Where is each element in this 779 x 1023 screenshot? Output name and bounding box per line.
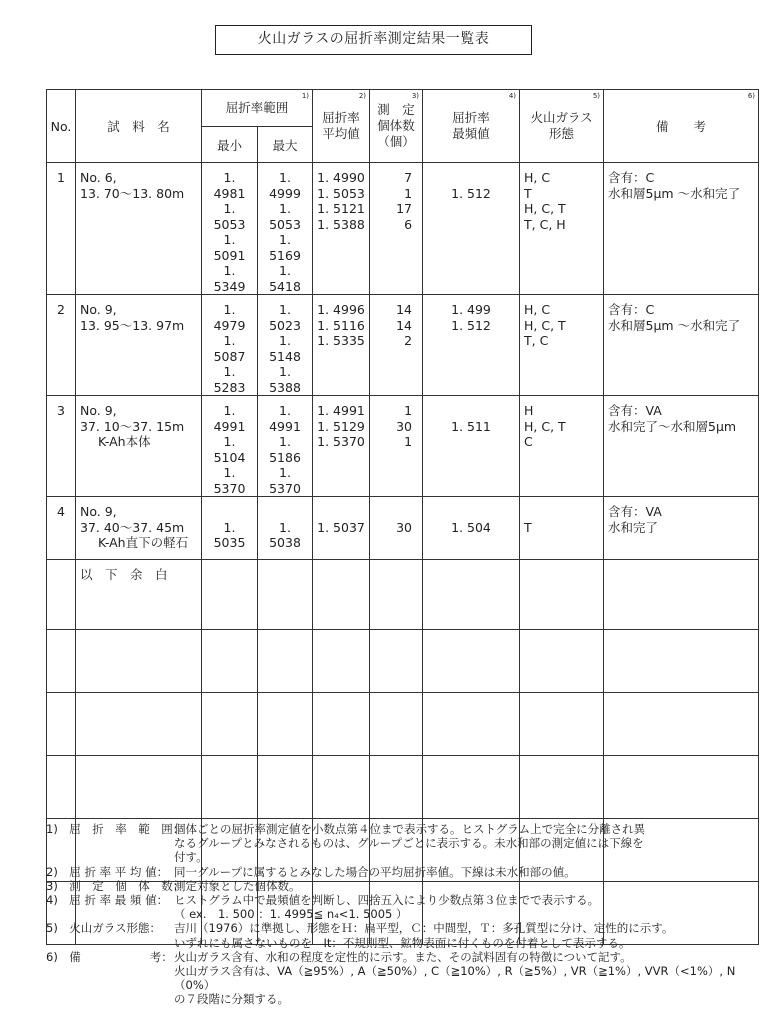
footnote-ref: 1): [301, 92, 310, 100]
note-text: 個体ごとの屈折率測定値を小数点第４位まで表示する。ヒストグラム上で完全に分離され異: [174, 822, 646, 836]
empty-cell: [258, 756, 313, 819]
ri-min: [202, 295, 258, 396]
note-text: （ ex. 1. 500 ：1. 4995≦ n₄<1. 5005 ）: [174, 907, 408, 922]
row-no: 4: [47, 497, 76, 560]
ri-mode-value: [427, 403, 515, 419]
remarks: [604, 497, 759, 560]
remarks-value: 含有：C: [608, 302, 655, 317]
remarks-value: 含有：C: [608, 170, 655, 185]
header-ri-min: 最小: [202, 127, 258, 163]
page-title: 火山ガラスの屈折率測定結果一覧表: [215, 25, 532, 55]
remarks: [604, 396, 759, 497]
glass-shape-value: T: [524, 185, 532, 201]
count-value: 6: [404, 216, 413, 232]
ri-avg: [313, 497, 370, 560]
header-count-line3: （個）: [377, 134, 415, 149]
header-ri-max: 最大: [258, 127, 313, 163]
ri-max-value: 1. 5053: [269, 201, 301, 232]
empty-cell: [258, 630, 313, 693]
ri-avg-value: 1. 5370: [317, 434, 365, 449]
table-row: [47, 163, 759, 295]
header-remarks: [604, 90, 759, 163]
ri-avg-value: 1. 5053: [317, 185, 365, 201]
remarks-value: 水和完了～水和層5μm: [608, 418, 737, 434]
glass-shape: [520, 497, 604, 560]
header-ri-avg: [313, 90, 370, 163]
ri-max-value: [262, 504, 308, 520]
note-key: 5) 火山ガラス形態：: [46, 921, 161, 936]
count-value: 14: [396, 317, 413, 333]
sample-sub: K-Ah本体: [98, 434, 151, 449]
ri-min-value: 1. 5283: [213, 364, 246, 395]
glass-shape-value: T, C, H: [524, 216, 566, 232]
note-key: 3) 測 定 個 体 数：: [46, 878, 185, 893]
count: [370, 396, 423, 497]
count-value: 2: [404, 333, 413, 348]
glass-shape-value: H, C, T: [524, 418, 566, 434]
header-ri-range-label: 屈折率範囲: [225, 100, 289, 115]
empty-cell: [604, 630, 759, 693]
footnote-ref: 4): [508, 92, 517, 100]
table-row: [47, 396, 759, 497]
remarks-value: 含有：VA: [608, 403, 662, 418]
empty-cell: [423, 630, 520, 693]
ri-avg-value: 1. 4991: [317, 403, 365, 418]
count-value: 14: [396, 302, 413, 317]
ri-mode-value: [427, 434, 515, 450]
sample-line: 37. 10～37. 15m: [80, 418, 185, 434]
note-key: 2) 屈 折 率 平 均 値：: [46, 864, 169, 879]
header-glass-line1: 火山ガラス: [530, 110, 593, 125]
empty-cell: [520, 756, 604, 819]
empty-cell: [520, 693, 604, 756]
footnote-ref: 6): [747, 92, 756, 100]
glass-shape-value: H, C, T: [524, 201, 566, 216]
ri-min-value: 1. 4981: [213, 170, 246, 201]
ri-mode: [423, 295, 520, 396]
ri-avg-value: 1. 5037: [317, 519, 365, 535]
note-text: ヒストグラム中で最頻値を判断し、四捨五入により少数点第３位までで表示する。: [174, 893, 600, 908]
ri-min: [202, 497, 258, 560]
empty-cell: [313, 756, 370, 819]
note-text: 火山ガラス含有は、VA（≧95%）, A（≧50%）, C（≧10%）, R（≧5%）, VR（≧1%）, VVR（<1%）, N（0%）: [174, 964, 736, 993]
footnote-ref: 5): [592, 92, 601, 100]
count: [370, 163, 423, 295]
count-value: 30: [396, 418, 413, 434]
note-key: 4) 屈 折 率 最 頻 値：: [46, 893, 169, 908]
note-text: 火山ガラス含有、水和の程度を定性的に示す。また、その試料固有の特徴について記す。: [174, 949, 632, 964]
ri-mode-value: 1. 504: [451, 519, 491, 535]
empty-row: [47, 693, 759, 756]
row-no: 1: [47, 163, 76, 295]
count-value: 1: [404, 434, 413, 449]
empty-cell: [202, 560, 258, 630]
ri-max-value: 1. 5023: [269, 302, 301, 333]
empty-cell: [76, 693, 202, 756]
ri-min-value: 1. 5349: [213, 263, 246, 294]
empty-cell: [258, 560, 313, 630]
empty-row: [47, 630, 759, 693]
sample-line: No. 9,: [80, 504, 117, 519]
ri-max-value: 1. 5388: [269, 364, 301, 395]
sample-line: No. 9,: [80, 403, 117, 418]
empty-cell: [423, 560, 520, 630]
ri-min-value: 1. 4979: [213, 302, 246, 333]
footnote-ref: 2): [358, 92, 367, 100]
note-key: 6) 備 考：: [46, 949, 173, 964]
ri-avg-value: 1. 5121: [317, 201, 365, 216]
sample-name: [76, 295, 202, 396]
empty-cell: [47, 693, 76, 756]
glass-shape-value: H: [524, 403, 534, 418]
header-sample: 試 料 名: [76, 90, 202, 163]
empty-row: [47, 756, 759, 819]
empty-cell: [47, 560, 76, 630]
ri-max-value: 1. 5418: [269, 263, 301, 294]
ri-mode-value: 1. 511: [451, 418, 491, 434]
footnote-ref: 3): [411, 92, 420, 100]
note-text: 付す。: [174, 850, 208, 865]
header-glass-line2: 形態: [549, 126, 575, 141]
header-ri-mode: [423, 90, 520, 163]
count: [370, 295, 423, 396]
empty-cell: [604, 693, 759, 756]
remarks-value: 水和完了: [608, 519, 659, 535]
ri-mode-value: 1. 512: [451, 317, 491, 333]
ri-max-value: 1. 5148: [269, 333, 301, 364]
count-value: 30: [396, 519, 413, 535]
glass-shape-value: H, C: [524, 170, 551, 185]
glass-shape-value: C: [524, 434, 533, 449]
footnotes: [46, 822, 758, 1007]
ri-min-value: 1. 5104: [213, 434, 246, 465]
note-key: 1) 屈 折 率 範 囲：: [46, 822, 185, 836]
header-remarks-label: 備 考: [656, 119, 707, 134]
blank-label: 以 下 余 白: [76, 560, 202, 630]
header-ri-range: [202, 90, 313, 127]
ri-mode-value: 1. 512: [451, 185, 491, 201]
ri-avg-value: 1. 4990: [317, 170, 365, 185]
ri-max: [258, 396, 313, 497]
note-text: の７段階に分類する。: [174, 992, 289, 1007]
remarks-value: 水和層5μm ～水和完了: [608, 317, 741, 333]
sample-line: No. 9,: [80, 302, 117, 317]
ri-mode-value: 1. 499: [451, 302, 491, 317]
sample-name: [76, 396, 202, 497]
ri-avg-value: 1. 4996: [317, 302, 365, 317]
remarks: [604, 295, 759, 396]
ri-max-value: 1. 5186: [269, 434, 301, 465]
glass-shape: [520, 163, 604, 295]
ri-mode-value: [427, 504, 515, 520]
ri-mode: [423, 163, 520, 295]
ri-mode-value: [427, 217, 515, 233]
ri-mode-value: [427, 170, 515, 186]
glass-shape: [520, 396, 604, 497]
ri-max: [258, 295, 313, 396]
sample-line: No. 6,: [80, 170, 117, 185]
sample-line: 13. 95～13. 97m: [80, 317, 185, 333]
note-item: [46, 921, 758, 935]
remarks-value: 水和層5μm ～水和完了: [608, 185, 741, 201]
note-item: [46, 822, 758, 836]
ri-max-value: 1. 4999: [269, 170, 301, 201]
glass-shape-value: [524, 504, 599, 520]
table-row: [47, 295, 759, 396]
empty-cell: [76, 630, 202, 693]
table-row: [47, 497, 759, 560]
note-text: 吉川（1976）に準拠し、形態をＨ：扁平型，Ｃ：中間型，Ｔ：多孔質型に分け、定性的に示す。: [174, 921, 674, 936]
empty-cell: [313, 560, 370, 630]
ri-avg: [313, 295, 370, 396]
ri-min-value: 1. 5053: [213, 201, 246, 232]
header-count-line2: 個体数: [377, 118, 415, 133]
empty-cell: [370, 630, 423, 693]
ri-min: [202, 163, 258, 295]
count-value: 1: [404, 403, 413, 418]
ri-max: [258, 497, 313, 560]
empty-cell: [202, 756, 258, 819]
sample-line: 13. 70～13. 80m: [80, 185, 185, 201]
ri-mode-value: [427, 201, 515, 217]
empty-cell: [423, 693, 520, 756]
sample-name: [76, 497, 202, 560]
header-count-line1: 測 定: [377, 102, 415, 117]
ri-max: [258, 163, 313, 295]
ri-avg-value: 1. 5116: [317, 317, 365, 333]
ri-mode-value: [427, 333, 515, 349]
header-glass-shape: [520, 90, 604, 163]
count-value: 1: [404, 185, 413, 201]
ri-mode: [423, 396, 520, 497]
empty-cell: [370, 693, 423, 756]
remarks: [604, 163, 759, 295]
empty-cell: [76, 756, 202, 819]
note-text: いずれにも属さないものを It：不規則型、鉱物表面に付くものを付着として表示する。: [174, 935, 631, 950]
count-value: [374, 504, 412, 520]
ri-avg: [313, 163, 370, 295]
note-text: 同一グループに属するとみなした場合の平均屈折率値。下線は未水和部の値。: [174, 864, 576, 879]
ri-avg-value: 1. 5335: [317, 333, 365, 348]
empty-cell: [423, 756, 520, 819]
ri-max-value: 1. 5038: [269, 519, 301, 550]
glass-shape: [520, 295, 604, 396]
note-item: [46, 879, 758, 893]
header-no: No.: [47, 90, 76, 163]
note-item: [46, 893, 758, 907]
ri-min-value: 1. 5370: [213, 465, 246, 496]
remarks-value: 含有：VA: [608, 504, 662, 519]
ri-min-value: 1. 4991: [213, 403, 246, 434]
ri-min-value: [206, 504, 253, 520]
header-count: [370, 90, 423, 163]
ri-max-value: 1. 4991: [269, 403, 301, 434]
empty-cell: [604, 756, 759, 819]
count-value: 7: [404, 170, 413, 185]
empty-cell: [370, 560, 423, 630]
ri-avg-value: 1. 5129: [317, 418, 365, 434]
sample-line: 37. 40～37. 45m: [80, 519, 185, 535]
empty-cell: [313, 630, 370, 693]
sample-name: [76, 163, 202, 295]
row-no: 3: [47, 396, 76, 497]
row-no: 2: [47, 295, 76, 396]
count-value: 17: [396, 201, 413, 216]
ri-max-value: 1. 5169: [269, 232, 301, 263]
ri-max-value: 1. 5370: [269, 465, 301, 496]
empty-row: [47, 560, 759, 630]
empty-cell: [202, 693, 258, 756]
empty-cell: [313, 693, 370, 756]
empty-cell: [520, 630, 604, 693]
empty-cell: [520, 560, 604, 630]
header-ri-mode-line1: 屈折率: [452, 110, 490, 125]
empty-cell: [258, 693, 313, 756]
note-text: なるグループとみなされるものは、グループごとに表示する。未水和部の測定値には下線を: [174, 836, 644, 851]
glass-shape-value: T: [524, 519, 532, 535]
ri-avg-value: [317, 504, 365, 520]
sample-sub: K-Ah直下の軽石: [98, 535, 189, 550]
header-ri-avg-line2: 平均値: [322, 126, 360, 141]
results-table: [46, 89, 759, 945]
ri-min: [202, 396, 258, 497]
empty-cell: [47, 756, 76, 819]
note-item: [46, 865, 758, 879]
empty-cell: [370, 756, 423, 819]
glass-shape-value: H, C, T: [524, 317, 566, 333]
ri-min-value: 1. 5087: [213, 333, 246, 364]
count: [370, 497, 423, 560]
header-ri-avg-line1: 屈折率: [322, 110, 360, 125]
header-ri-mode-line2: 最頻値: [452, 126, 490, 141]
empty-cell: [202, 630, 258, 693]
glass-shape-value: T, C: [524, 333, 549, 348]
empty-cell: [604, 560, 759, 630]
glass-shape-value: H, C: [524, 302, 551, 317]
note-text: 測定対象とした個体数。: [174, 878, 301, 893]
note-item: [46, 950, 758, 964]
ri-avg: [313, 396, 370, 497]
empty-cell: [47, 630, 76, 693]
ri-min-value: 1. 5091: [213, 232, 246, 263]
ri-min-value: 1. 5035: [213, 519, 246, 550]
ri-avg-value: 1. 5388: [317, 216, 365, 232]
ri-mode: [423, 497, 520, 560]
